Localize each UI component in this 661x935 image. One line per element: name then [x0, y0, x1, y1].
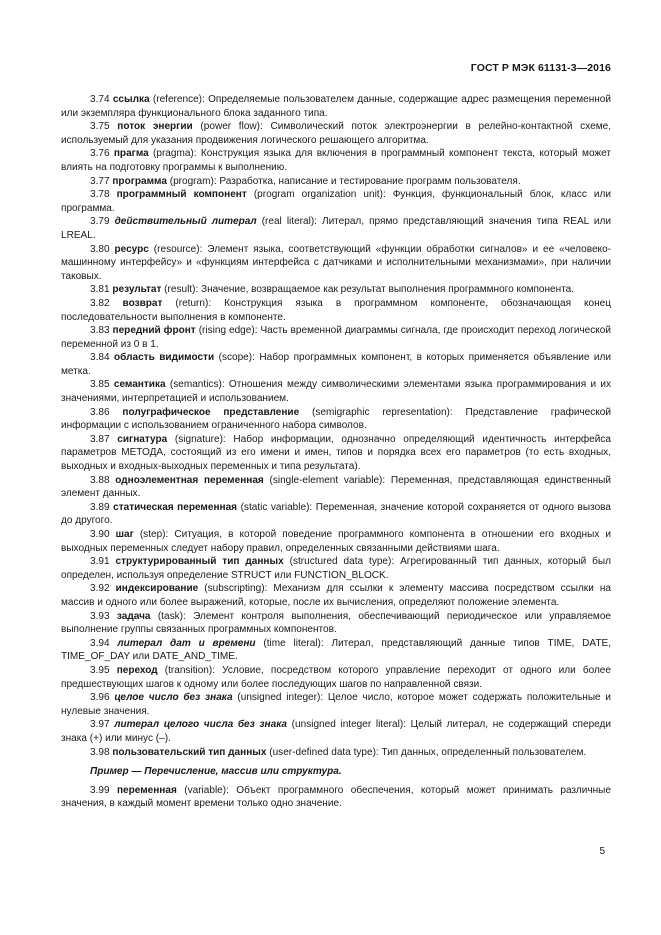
example-note [61, 765, 611, 779]
definition-entry [61, 215, 611, 242]
definition-term: ресурс [114, 243, 149, 255]
definition-term: переменная [116, 784, 177, 796]
definition-text: (task): Элемент контроля выполнения, обеспечивающий периодическое или управляемое выполнение группы связанных программных компонентов. [61, 610, 611, 636]
definition-number: 3.80 [90, 243, 110, 255]
definition-text: (pragma): Конструкция языка для включения в программный компонент текста, который может влиять на подготовку программы к выполнению. [61, 148, 611, 173]
definition-entry [61, 147, 611, 174]
definition-term: программа [112, 175, 167, 187]
definition-number: 3.79 [90, 216, 110, 228]
definition-entry [61, 718, 611, 745]
definition-term: семантика [113, 379, 166, 391]
document-body [61, 93, 611, 811]
definition-number: 3.98 [90, 746, 110, 758]
definition-text: (unsigned integer): Целое число, которое может содержать положительные и нулевые значения. [61, 692, 612, 717]
definition-entry [61, 637, 611, 664]
definition-entry [61, 433, 611, 474]
definition-entry [61, 474, 611, 501]
definition-text: (scope): Набор программных компонент, в которых применяется объявление или метка. [61, 352, 611, 377]
definition-text: (program organization unit): Функция, функциональный блок, класс или программа. [61, 189, 611, 214]
definition-entry [61, 351, 611, 378]
definition-term: одноэлементная переменная [115, 474, 264, 486]
definition-number: 3.94 [90, 637, 110, 649]
definition-term: программный компонент [116, 189, 247, 201]
definition-term: результат [112, 284, 162, 296]
definition-term: целое число без знака [114, 692, 233, 704]
definition-text: (program): Разработка, написание и тестирование программ пользователя. [166, 175, 521, 187]
definition-text: (single-element variable): Переменная, представляющая единственный элемент данных. [61, 474, 611, 500]
definition-term: структурированный тип данных [115, 556, 284, 568]
definition-number: 3.74 [90, 94, 110, 105]
definition-text: (return): Конструкция языка в программном компоненте, обозначающая конец последовательности выполнения в компоненте. [61, 297, 611, 323]
definition-text: (signature): Набор информации, однозначно определяющий идентичность интерфейса параметров МЕТОДА, состоящий из его имени и имен, типов и порядка всех его параметров (то есть входных, выходных и входных-выходных переменных и типа результата). [61, 433, 611, 473]
definition-term: статическая переменная [113, 501, 238, 513]
definition-number: 3.75 [90, 121, 110, 133]
definition-entry [61, 93, 611, 120]
definition-entry [61, 501, 611, 528]
definition-text: (transition): Условие, посредством которого управление переходит от одного или более предшествующих шагов к одному или более последующих шагов по направленной связи. [61, 664, 611, 690]
definition-term: возврат [122, 297, 163, 309]
definition-number: 3.91 [90, 556, 110, 568]
definition-entry [61, 610, 611, 637]
definition-term: передний фронт [112, 325, 196, 337]
definition-number: 3.96 [90, 692, 110, 704]
definition-text: (variable): Объект программного обеспечения, который может принимать различные значения, в каждый момент времени только одно значение. [61, 784, 611, 810]
definition-entry [61, 784, 611, 811]
definition-number: 3.99 [90, 784, 110, 796]
definition-text: (time literal): Литерал, представляющий данные типов TIME, DATE, TIME_OF_DAY или DATE_AND_TIME. [61, 637, 611, 663]
definition-text: (rising edge): Часть временной диаграммы сигнала, где происходит переход логической переменной из 0 в 1. [61, 325, 612, 350]
definition-number: 3.92 [90, 583, 110, 595]
definition-term: полуграфическое представление [122, 406, 300, 418]
definition-text: (user-defined data type): Тип данных, определенный пользователем. [266, 746, 587, 758]
definition-entry [61, 188, 611, 215]
definition-term: прагма [113, 148, 149, 160]
definition-text: (reference): Определяемые пользователем данные, содержащие адрес размещения переменной или экземпляра функционального блока заданного типа. [61, 94, 611, 119]
definitions-list-tail [61, 784, 611, 811]
definition-text: (power flow): Символический поток электроэнергии в релейно-контактной схеме, используемый для указания продвижения логического решающего алгоритма. [61, 121, 611, 146]
definition-text: (step): Ситуация, в которой поведение программного компонента в отношении его входных и выходных переменных следует набору правил, определенных связанными действиями шага. [61, 529, 612, 554]
definition-entry [61, 243, 611, 284]
definition-entry [61, 555, 611, 582]
definition-term: переход [116, 664, 158, 676]
definition-number: 3.89 [90, 501, 110, 513]
definition-number: 3.78 [90, 189, 110, 201]
definition-text: (result): Значение, возвращаемое как результат выполнения программного компонента. [161, 284, 575, 296]
definition-number: 3.86 [90, 406, 110, 418]
definition-number: 3.82 [90, 297, 110, 309]
definition-term: ссылка [112, 94, 150, 105]
definition-text: (static variable): Переменная, значение которой сохраняется от одного вызова до другого. [61, 501, 611, 527]
definition-term: литерал целого числа без знака [114, 719, 288, 731]
definition-number: 3.87 [90, 433, 110, 445]
definition-term: сигнатура [117, 433, 168, 445]
definition-number: 3.90 [90, 529, 110, 540]
definition-entry [61, 175, 611, 189]
definition-term: область видимости [114, 352, 215, 364]
definition-entry [61, 283, 611, 297]
definition-text: (semigraphic representation): Представление графической информации с использованием ограниченного набора символов. [61, 406, 612, 432]
definition-entry [61, 582, 611, 609]
definition-number: 3.76 [90, 148, 110, 160]
definition-term: задача [116, 610, 151, 622]
definition-term: шаг [115, 529, 134, 540]
example-label: Пример [90, 766, 129, 778]
definition-term: пользовательский тип данных [112, 746, 267, 758]
definition-entry [61, 120, 611, 147]
definition-term: действительный литерал [114, 216, 257, 228]
definition-term: литерал дат и времени [117, 637, 256, 649]
definition-entry [61, 406, 611, 433]
definitions-list [61, 93, 611, 759]
definition-number: 3.77 [90, 175, 110, 187]
standard-header: ГОСТ Р МЭК 61131-3—2016 [470, 62, 611, 74]
definition-text: (structured data type): Агрегированный тип данных, который был определен, используя определение STRUCT или FUNCTION_BLOCK. [61, 556, 611, 581]
definition-text: (real literal): Литерал, прямо представляющий значения типа REAL или LREAL. [61, 216, 612, 241]
definition-text: (semantics): Отношения между символическими элементами языка программирования и их значениями, интерпретацией и использованием. [61, 379, 611, 405]
definition-entry [61, 378, 611, 405]
definition-term: поток энергии [117, 121, 193, 133]
definition-number: 3.84 [90, 352, 110, 364]
definition-text: (subscripting): Механизм для ссылки к элементу массива посредством ссылки на массив и одного или более выражений, которые, после их вычисления, определяют положение элемента. [61, 583, 611, 608]
definition-number: 3.97 [90, 719, 110, 731]
definition-number: 3.83 [90, 325, 110, 337]
definition-term: индексирование [115, 583, 199, 595]
definition-number: 3.88 [90, 474, 110, 486]
definition-entry [61, 528, 611, 555]
definition-entry [61, 746, 611, 760]
definition-number: 3.85 [90, 379, 110, 391]
definition-text: (resource): Элемент языка, соответствующий «функции обработки сигналов» и ее «человеко-машинному интерфейсу» и «функциям интерфейса с датчиками и исполнительными механизмами», при наличии таковых. [61, 243, 611, 282]
definition-number: 3.81 [90, 284, 110, 296]
definition-text: (unsigned integer literal): Целый литерал, не содержащий спереди знака (+) или минус (–). [61, 719, 611, 744]
example-text: — Перечисление, массив или структура. [128, 766, 342, 778]
definition-entry [61, 297, 611, 324]
page-number: 5 [599, 846, 605, 857]
definition-number: 3.95 [90, 664, 110, 676]
definition-entry [61, 324, 611, 351]
definition-entry [61, 691, 611, 718]
definition-entry [61, 664, 611, 691]
definition-number: 3.93 [90, 610, 110, 622]
